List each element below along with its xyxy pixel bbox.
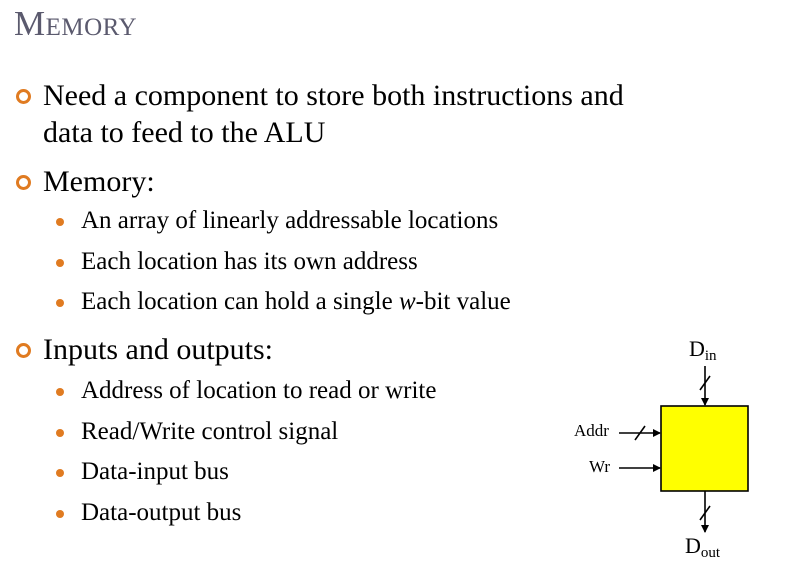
din-label-base: D xyxy=(689,336,705,361)
memory-diagram xyxy=(560,330,780,570)
din-label-sub: in xyxy=(704,348,717,364)
circle-bullet-icon xyxy=(16,343,31,358)
dout-label-sub: out xyxy=(700,545,721,561)
sub-bullet-text: Address of location to read or write xyxy=(81,377,437,404)
dout-label xyxy=(685,533,720,562)
sub-bullet-text: Data-output bus xyxy=(81,499,242,526)
sub-bullet-text: Data-input bus xyxy=(81,458,229,485)
dot-bullet-icon xyxy=(56,469,64,477)
sub-bullet-text: An array of linearly addressable locations xyxy=(81,207,499,234)
circle-bullet-icon xyxy=(16,89,31,104)
bullet-text-line-2: data to feed to the ALU xyxy=(43,116,326,149)
dot-bullet-icon xyxy=(56,259,64,267)
circle-bullet-icon xyxy=(16,175,31,190)
sub-bullet-text-before: Each location can hold a single xyxy=(81,288,399,315)
bullet-text-line-1: Need a component to store both instructions and xyxy=(43,79,624,112)
sub-bullet-text: Each location has its own address xyxy=(81,248,418,275)
sub-bullet-text: Read/Write control signal xyxy=(81,418,339,445)
memory-diagram-svg xyxy=(560,330,780,570)
dot-bullet-icon xyxy=(56,510,64,518)
dot-bullet-icon xyxy=(56,388,64,396)
wr-label: Wr xyxy=(589,457,611,476)
dot-bullet-icon xyxy=(56,429,64,437)
din-label xyxy=(689,336,717,365)
dout-label-base: D xyxy=(685,533,701,558)
sub-bullet-text-after: -bit value xyxy=(415,288,511,315)
sub-bullet-text-italic: w xyxy=(398,288,416,315)
dot-bullet-icon xyxy=(56,218,64,226)
slide-title: Memory xyxy=(14,4,138,43)
addr-label: Addr xyxy=(574,421,609,440)
bullet-text: Inputs and outputs: xyxy=(43,333,273,366)
memory-block xyxy=(661,406,748,491)
sub-bullet-text xyxy=(81,282,511,322)
bullet-text: Memory: xyxy=(43,165,155,198)
dot-bullet-icon xyxy=(56,299,64,307)
